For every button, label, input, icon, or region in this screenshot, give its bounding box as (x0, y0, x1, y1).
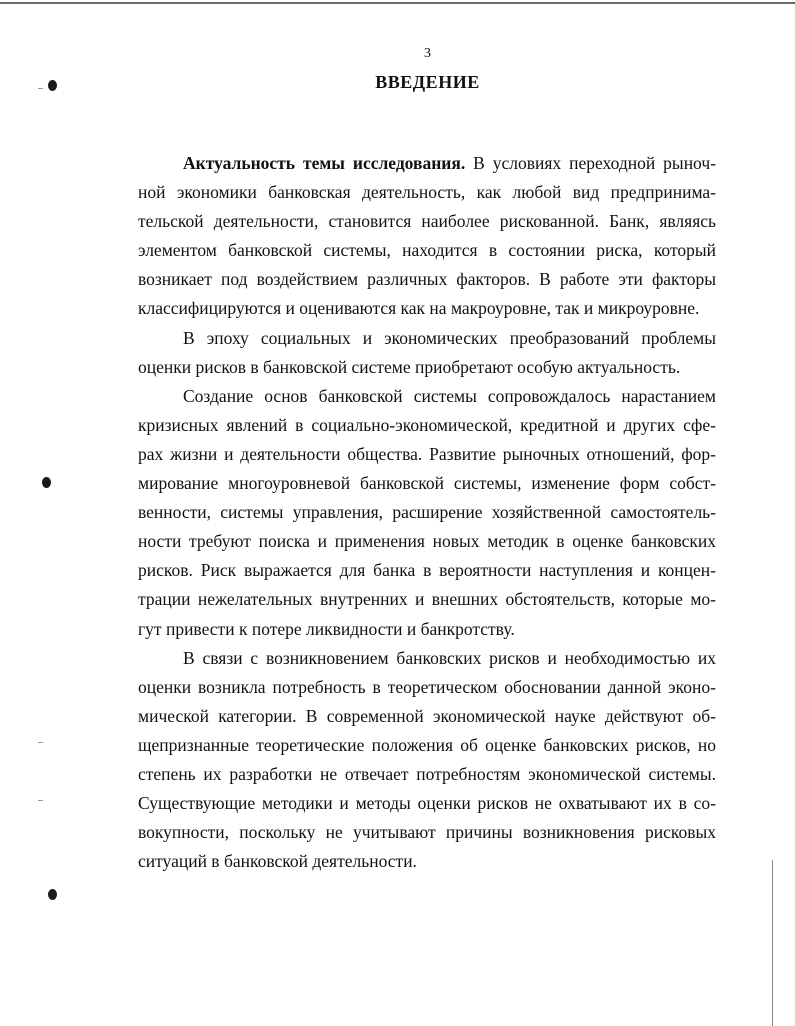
text-line: вокупности, поскольку не учитывают причины возникновения рисковых (138, 822, 716, 843)
text-line: трации нежелательных внутренних и внешних обстоятельств, которые мо- (138, 589, 716, 610)
text-line: венности, системы управления, расширение хозяйственной самостоятель- (138, 502, 716, 523)
section-heading: ВВЕДЕНИЕ (375, 72, 480, 92)
text-line: рах жизни и деятельности общества. Развитие рыночных отношений, фор- (138, 443, 716, 464)
page-number: 3 (424, 46, 431, 61)
text-line: рисков. Риск выражается для банка в вероятности наступления и концен- (138, 560, 716, 581)
scan-top-edge (0, 2, 795, 4)
body-text (138, 149, 716, 876)
text-line: оценки рисков в банковской системе приобретают особую актуальность. (138, 356, 681, 377)
text-line: возникает под воздействием различных факторов. В работе эти факторы (138, 269, 716, 290)
text-line: Актуальность темы исследования. В условиях переходной рыноч- (183, 153, 716, 173)
text-line: ности требуют поиска и применения новых методик в оценке банковских (138, 531, 716, 552)
text-line: В эпоху социальных и экономических преобразований проблемы (183, 327, 716, 348)
text-line: мической категории. В современной экономической науке действуют об- (138, 705, 716, 726)
text-line: Создание основ банковской системы сопровождалось нарастанием (183, 385, 716, 406)
text-line: Существующие методики и методы оценки рисков не охватывают их в со- (138, 793, 716, 814)
text-line: оценки возникла потребность в теоретическом обосновании данной эконо- (138, 676, 716, 697)
scan-right-edge (772, 860, 773, 1026)
punch-hole-bottom (48, 889, 57, 900)
text-line: щепризнанные теоретические положения об оценке банковских рисков, но (138, 734, 716, 755)
text-line: элементом банковской системы, находится в состоянии риска, который (138, 240, 716, 261)
text-line: степень их разработки не отвечает потребностям экономической системы. (138, 763, 716, 784)
text-line: тельской деятельности, становится наиболее рискованной. Банк, являясь (138, 211, 716, 232)
text-line: гут привести к потере ликвидности и банкротству. (138, 618, 515, 639)
text-line: В связи с возникновением банковских рисков и необходимостью их (183, 647, 716, 668)
text-line: ситуаций в банковской деятельности. (138, 851, 417, 872)
text-line: кризисных явлений в социально-экономической, кредитной и других сфе- (138, 414, 716, 435)
text-line: классифицируются и оцениваются как на макроуровне, так и микроуровне. (138, 298, 700, 319)
punch-hole-middle (42, 477, 51, 488)
text-line: ной экономики банковская деятельность, как любой вид предпринима- (138, 182, 716, 203)
lead-phrase: Актуальность темы исследования. (183, 153, 466, 173)
scan-margin-mark (38, 800, 43, 801)
scan-margin-mark (38, 742, 43, 743)
text-line: мирование многоуровневой банковской системы, изменение форм собст- (138, 473, 716, 494)
